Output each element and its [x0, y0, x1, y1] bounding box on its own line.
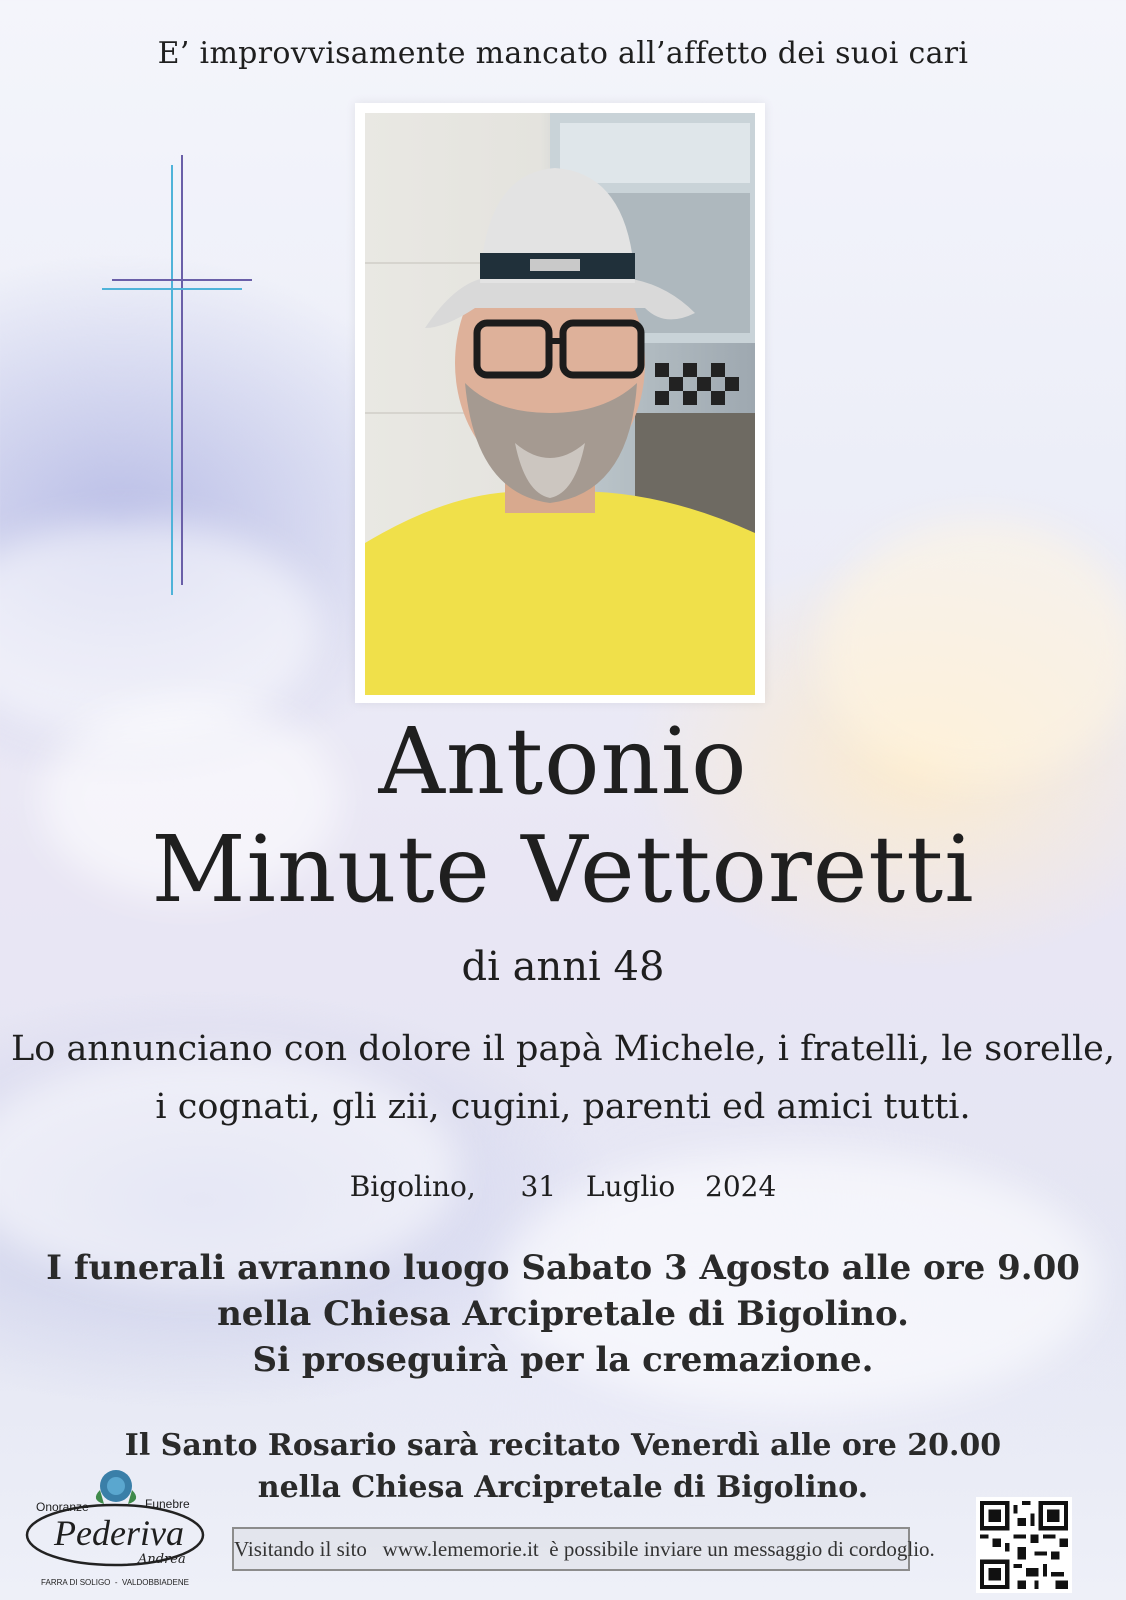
- logo-sub: Andrea: [138, 1552, 186, 1567]
- funeral-line: I funerali avranno luogo Sabato 3 Agosto alle ore 9.00: [46, 1248, 1080, 1288]
- logo-onoranze: Onoranze: [36, 1500, 89, 1514]
- cross-icon: [100, 155, 260, 610]
- funeral-home-logo: [20, 1460, 210, 1598]
- funeral-info: [0, 1245, 1126, 1383]
- intro-text: E’ improvvisamente mancato all’affetto dei suoi cari: [157, 36, 969, 71]
- logo-name: Pederiva: [54, 1513, 184, 1553]
- funeral-line: Si proseguirà per la cremazione.: [252, 1340, 874, 1380]
- portrait-frame: [355, 103, 765, 703]
- portrait-photo: [365, 113, 755, 695]
- logo-funebre: Funebre: [145, 1497, 190, 1511]
- qr-code-icon[interactable]: [976, 1497, 1072, 1593]
- announcement-line: i cognati, gli zii, cugini, parenti ed amici tutti.: [155, 1087, 971, 1127]
- age-text: di anni 48: [461, 944, 665, 990]
- funeral-line: nella Chiesa Arcipretale di Bigolino.: [217, 1294, 909, 1334]
- rosary-line: Il Santo Rosario sarà recitato Venerdì alle ore 20.00: [124, 1428, 1002, 1463]
- place-date: Bigolino, 31 Luglio 2024: [349, 1170, 777, 1203]
- deceased-last-name: Minute Vettoretti: [151, 816, 975, 923]
- announcement: [0, 1020, 1126, 1136]
- condolence-site-notice: [232, 1527, 935, 1571]
- rose-icon: [96, 1470, 136, 1504]
- logo-location: FARRA DI SOLIGO - VALDOBBIADENE: [41, 1578, 189, 1587]
- rosary-line: nella Chiesa Arcipretale di Bigolino.: [257, 1470, 869, 1505]
- announcement-line: Lo annunciano con dolore il papà Michele, i fratelli, le sorelle,: [11, 1029, 1115, 1069]
- site-notice-text: Visitando il sito www.lememorie.it è possibile inviare un messaggio di cordoglio.: [234, 1537, 935, 1561]
- deceased-first-name: Antonio: [378, 708, 748, 815]
